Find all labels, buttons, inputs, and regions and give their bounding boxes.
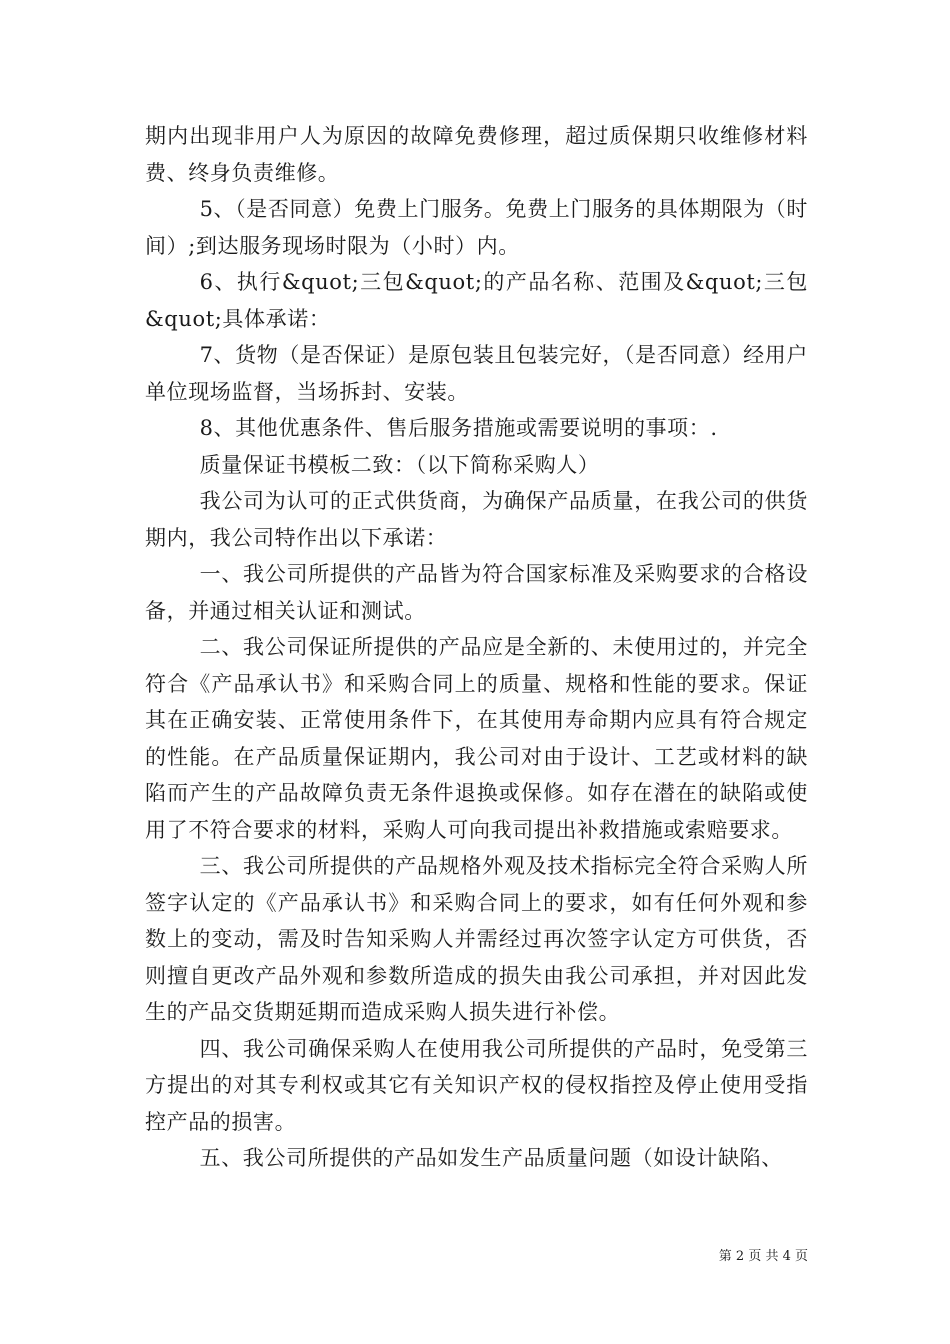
page-number-footer: 第 2 页 共 4 页: [718, 1249, 808, 1264]
paragraph-5: 8、其他优惠条件、售后服务措施或需要说明的事项：.: [199, 416, 718, 440]
paragraph-4: 7、货物（是否保证）是原包装且包装完好，（是否同意）经用户单位现场监督，当场拆封、安装。: [145, 343, 808, 404]
paragraph-8: 一、我公司所提供的产品皆为符合国家标准及采购要求的合格设备，并通过相关认证和测试。: [145, 562, 808, 623]
paragraph-2: 5、（是否同意）免费上门服务。免费上门服务的具体期限为（时间）;到达服务现场时限为（小时）内。: [145, 197, 808, 258]
document-body: [145, 118, 808, 1177]
paragraph-9: 二、我公司保证所提供的产品应是全新的、未使用过的，并完全符合《产品承认书》和采购合同上的质量、规格和性能的要求。保证其在正确安装、正常使用条件下，在其使用寿命期内应具有符合规定的性能。在产品质量保证期内，我公司对由于设计、工艺或材料的缺陷而产生的产品故障负责无条件退换或保修。如存在潜在的缺陷或使用了不符合要求的材料，采购人可向我司提出补救措施或索赔要求。: [145, 635, 808, 842]
paragraph-11: 四、我公司确保采购人在使用我公司所提供的产品时，免受第三方提出的对其专利权或其它有关知识产权的侵权指控及停止使用受指控产品的损害。: [145, 1036, 808, 1134]
paragraph-12: 五、我公司所提供的产品如发生产品质量问题（如设计缺陷、: [199, 1146, 783, 1170]
paragraph-1: 期内出现非用户人为原因的故障免费修理，超过质保期只收维修材料费、终身负责维修。: [145, 124, 808, 185]
paragraph-3: 6、执行&quot;三包&quot;的产品名称、范围及&quot;三包&quot;具体承诺：: [145, 270, 808, 331]
paragraph-7: 我公司为认可的正式供货商，为确保产品质量，在我公司的供货期内，我公司特作出以下承诺：: [145, 489, 808, 550]
paragraph-6: 质量保证书模板二致：（以下简称采购人）: [199, 452, 600, 477]
paragraph-10: 三、我公司所提供的产品规格外观及技术指标完全符合采购人所签字认定的《产品承认书》和采购合同上的要求，如有任何外观和参数上的变动，需及时告知采购人并需经过再次签字认定方可供货，否则擅自更改产品外观和参数所造成的损失由我公司承担，并对因此发生的产品交货期延期而造成采购人损失进行补偿。: [145, 854, 808, 1024]
